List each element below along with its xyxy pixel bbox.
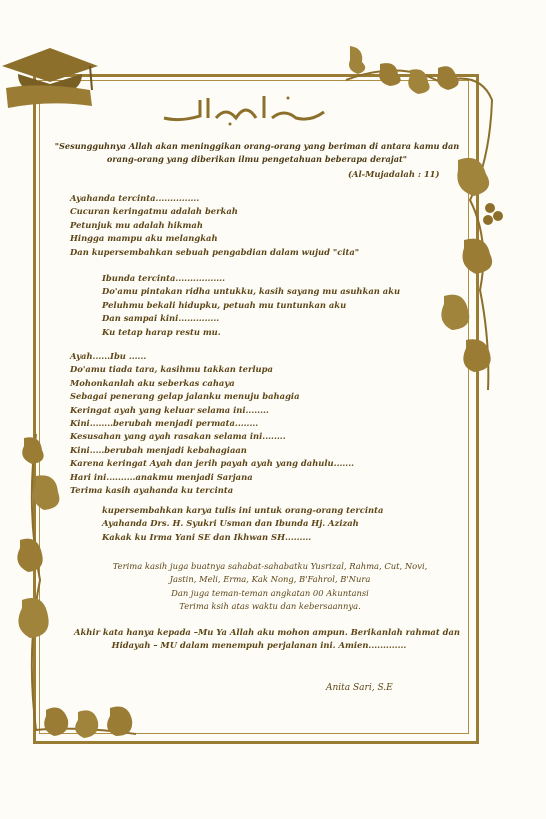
thanks-line: Dan juga teman-teman angkatan 00 Akuntansi <box>171 587 369 598</box>
poem-line: Ayahanda tercinta............... <box>70 193 200 203</box>
poem-line: Kini........berubah menjadi permata........ <box>70 418 259 429</box>
poem-line: Kesusahan yang ayah rasakan selama ini........ <box>70 431 286 442</box>
poem-line: Peluhmu bekali hidupku, petuah mu tuntunkan aku <box>102 299 347 310</box>
poem-line: Kini.....berubah menjadi kebahagiaan <box>70 444 247 455</box>
poem-line: Ibunda tercinta................. <box>102 273 225 283</box>
thanks-line: Terima ksih atas waktu dan kebersaannya. <box>179 601 361 612</box>
dedication-line: Ayahanda Drs. H. Syukri Usman dan Ibunda Hj. Azizah <box>102 518 359 529</box>
closing-line: Akhir kata hanya kepada –Mu Ya Allah aku mohon ampun. Berikanlah rahmat dan <box>74 627 461 637</box>
poem-line: Keringat ayah yang keluar selama ini........ <box>70 404 269 415</box>
quran-quote: "Sesungguhnya Allah akan meninggikan orang-orang yang beriman di antara kamu dan orang-orang yang diberikan ilmu pengetahuan beberapa derajat" <box>54 141 460 164</box>
poem-line: Karena keringat Ayah dan jerih payah ayah yang dahulu....... <box>70 458 355 469</box>
dedication-line: kupersembahkan karya tulis ini untuk orang-orang tercinta <box>102 505 384 515</box>
poem-line: Sebagai penerang gelap jalanku menuju bahagia <box>70 391 300 402</box>
ayahanda-stanza <box>70 192 359 259</box>
closing-block <box>74 626 461 653</box>
author-signature: Anita Sari, S.E <box>326 683 393 693</box>
poem-line: Ayah......Ibu ...... <box>70 351 147 361</box>
poem-line: Ku tetap harap restu mu. <box>102 326 221 337</box>
thanks-line: Terima kasih juga buatnya sahabat-sahabatku Yusrizal, Rahma, Cut, Novi, <box>112 561 428 571</box>
poem-line: Terima kasih ayahanda ku tercinta <box>70 485 234 496</box>
basmalah-calligraphy-icon <box>160 92 328 126</box>
poem-line: Do'amu pintakan ridha untukku, kasih sayang mu asuhkan aku <box>102 286 401 297</box>
poem-line: Hari ini..........anakmu menjadi Sarjana <box>70 471 253 482</box>
thanks-line: Jastin, Meli, Erma, Kak Nong, B'Fahrol, B'Nura <box>169 574 371 585</box>
poem-line: Petunjuk mu adalah hikmah <box>70 219 203 230</box>
thanks-block <box>110 560 430 614</box>
poem-line: Dan kupersembahkan sebuah pengabdian dalam wujud "cita" <box>70 246 360 257</box>
ayah-ibu-stanza <box>70 350 354 497</box>
quote-source: (Al-Mujadalah : 11) <box>348 169 440 179</box>
ibunda-stanza <box>102 272 400 339</box>
dedication-line: Kakak ku Irma Yani SE dan Ikhwan SH......... <box>102 531 312 542</box>
poem-line: Hingga mampu aku melangkah <box>70 233 218 244</box>
closing-line: Hidayah – MU dalam menempuh perjalanan ini. Amien............. <box>111 640 407 651</box>
poem-line: Cucuran keringatmu adalah berkah <box>70 206 238 217</box>
poem-line: Mohonkanlah aku seberkas cahaya <box>70 377 235 388</box>
poem-line: Do'amu tiada tara, kasihmu takkan terlupa <box>70 364 273 375</box>
poem-line: Dan sampai kini.............. <box>102 313 220 324</box>
dedication-block <box>102 504 383 544</box>
